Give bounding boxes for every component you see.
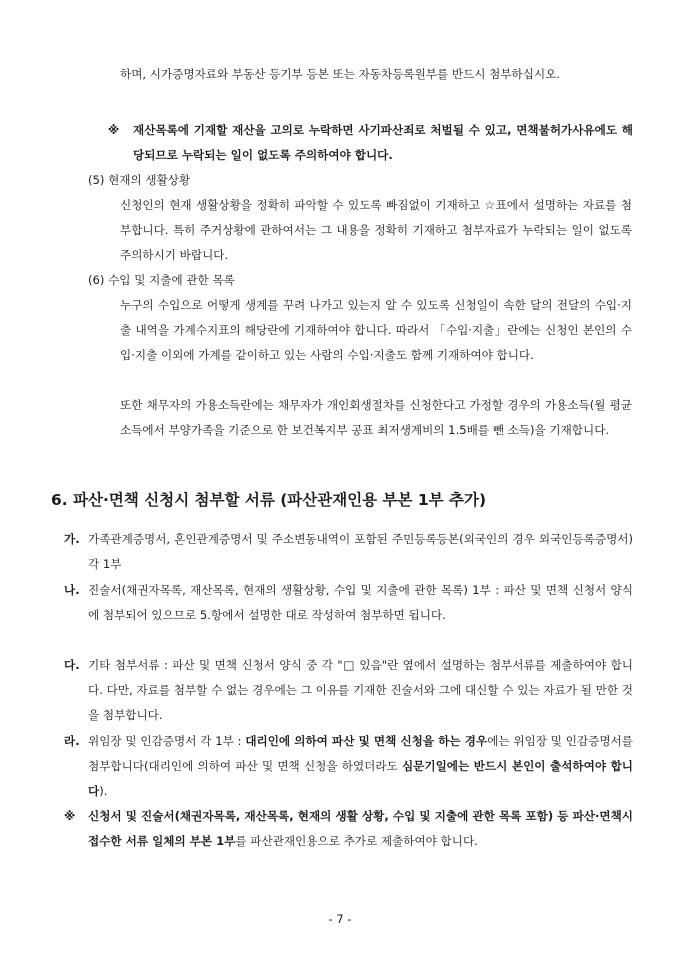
note-mark: ※ [108, 123, 120, 137]
section-6-title: (6) 수입 및 지출에 관한 목록 [88, 273, 235, 287]
item-ra-bold-2: 심문기일에는 반드시 본인이 출석하여야 합니다 [88, 759, 633, 798]
item-ga-mark: 가. [64, 532, 80, 546]
item-na-text: 진술서(채권자목록, 재산목록, 현재의 생활상황, 수입 및 지출에 관한 목록) 1부 : 파산 및 면책 신청서 양식에 첨부되어 있으므로 5.항에서 설명한 대로 작성하여 첨부하면 됩니다. [88, 583, 633, 622]
item-da-text: 기타 첨부서류 : 파산 및 면책 신청서 양식 중 각 "□ 있음"란 옆에서 설명하는 첨부서류를 제출하여야 합니다. 다만, 자료를 첨부할 수 없는 경우에는 그 이유를 기재한 진술서와 그에 대신할 수 있는 자료가 될 만한 것을 첨부합니다. [88, 658, 633, 722]
section-6-body-2: 또한 채무자의 가용소득란에는 채무자가 개인회생절차를 신청한다고 가정할 경우의 가용소득(월 평균 소득에서 부양가족을 기준으로 한 보건복지부 공표 최저생계비의 1.5배를 뺀 소득)을 기재합니다. [120, 398, 632, 437]
item-ra-text [88, 729, 633, 804]
submission-note-bold: 신청서 및 진술서(채권자목록, 재산목록, 현재의 생활 상황, 수입 및 지출에 관한 목록 포함) 등 파산·면책시 접수한 서류 일체의 부본 1부 [88, 809, 633, 848]
item-ra-text-2: 에는 위임장 및 인감증명서를 첨부합니다(대리인에 의하여 파산 및 면책 신청을 하였더라도 [88, 734, 633, 773]
submission-note-mark: ※ [64, 809, 76, 823]
item-ra-text-3: ). [99, 784, 108, 798]
section-5-title: (5) 현재의 생활상황 [88, 173, 191, 187]
submission-note-rest: 를 파산관재인용으로 추가로 제출하여야 합니다. [235, 834, 478, 848]
page-number: - 7 - [328, 912, 352, 926]
item-ra-mark: 라. [64, 734, 80, 748]
note-text: 재산목록에 기재할 재산을 고의로 누락하면 사기파산죄로 처벌될 수 있고, 면책불허가사유에도 해당되므로 누락되는 일이 없도록 주의하여야 합니다. [133, 123, 633, 162]
item-ga-text: 가족관계증명서, 혼인관계증명서 및 주소변동내역이 포함된 주민등록등본(외국인의 경우 외국인등록증명서) 각 1부 [88, 532, 633, 571]
item-ra-bold-1: 대리인에 의하여 파산 및 면책 신청을 하는 경우 [245, 734, 488, 748]
item-na-mark: 나. [64, 583, 80, 597]
submission-note-text [88, 804, 633, 854]
section-6-body-1: 누구의 수입으로 어떻게 생계를 꾸려 나가고 있는지 알 수 있도록 신청일이 속한 달의 전달의 수입·지출 내역을 가계수지표의 해당란에 기재하여야 합니다. 따라서 「수입·지출」란에는 신청인 본인의 수입·지출 이외에 가계를 같이하고 있는 사람의 수입·지출도 함께 기재하여야 합니다. [120, 298, 632, 362]
item-ra-text-1: 위임장 및 인감증명서 각 1부 : [88, 734, 246, 748]
item-da-mark: 다. [64, 658, 80, 672]
section-5-body: 신청인의 현재 생활상황을 정확히 파악할 수 있도록 빠짐없이 기재하고 ☆표에서 설명하는 자료를 첨부합니다. 특히 주거상황에 관하여서는 그 내용을 정확히 기재하고 첨부자료가 누락되는 일이 없도록 주의하시기 바랍니다. [120, 198, 632, 262]
continued-paragraph: 하며, 시가증명자료와 부동산 등기부 등본 또는 자동차등록원부를 반드시 첨부하십시오. [120, 67, 561, 81]
section-heading: 6. 파산·면책 신청시 첨부할 서류 (파산관재인용 부본 1부 추가) [51, 491, 487, 509]
